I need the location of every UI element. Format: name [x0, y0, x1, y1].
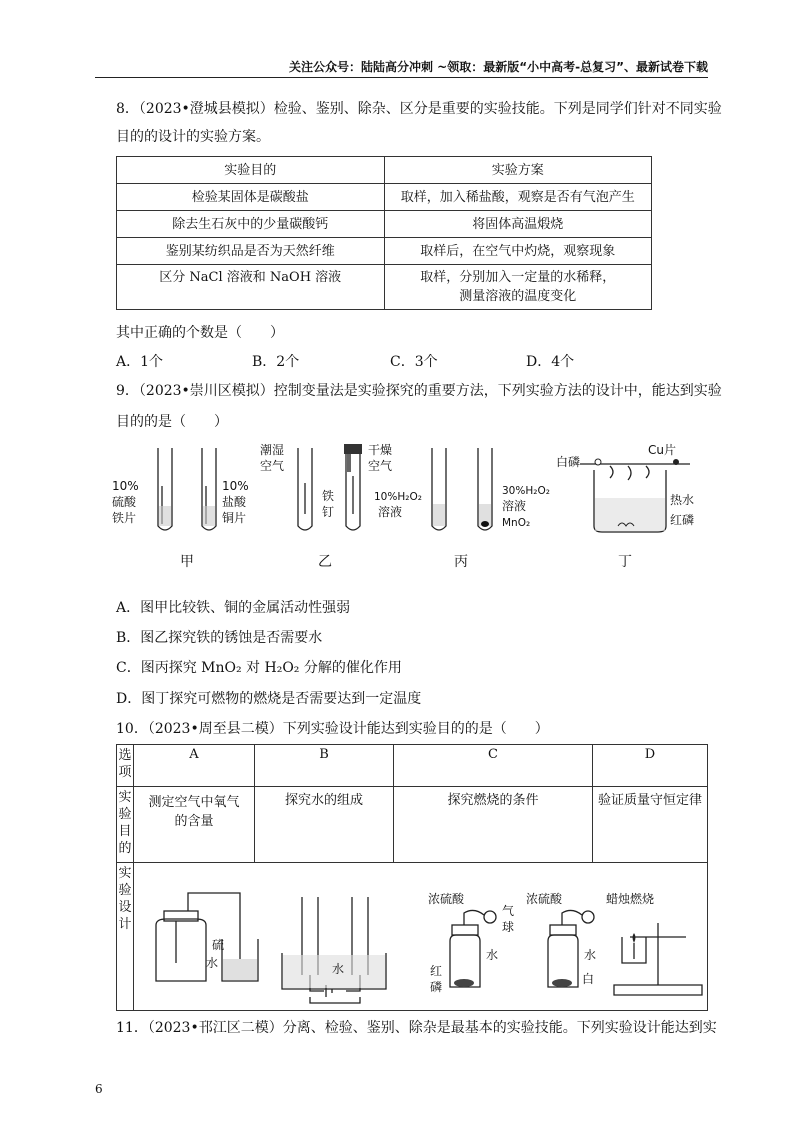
q11-stem: 11．（2023•邗江区二模）分离、检验、鉴别、除杂是最基本的实验技能。下列实验设计能达到实 [116, 1020, 717, 1036]
fig-label: 球 [502, 920, 515, 934]
table-cell: 取样，分别加入一定量的水稀释，测量溶液的温度变化 [384, 265, 652, 310]
fig-caption: 丙 [454, 554, 468, 570]
flame-icon [633, 933, 636, 943]
fig-caption: 丁 [618, 554, 632, 570]
q10-table [116, 744, 708, 1011]
fig-caption: 甲 [180, 554, 194, 570]
fig-label: MnO₂ [502, 517, 531, 529]
fig-label: 30%H₂O₂ [502, 485, 550, 497]
table-row [117, 265, 652, 310]
q8-question: 其中正确的个数是（ ） [116, 325, 284, 341]
mno2-icon [481, 521, 489, 527]
fig-label: 铁片 [112, 511, 137, 525]
table-cell: 探究水的组成 [255, 787, 394, 863]
acid-liquid [203, 506, 215, 526]
q9-option-d[interactable]: D．图丁探究可燃物的燃烧是否需要达到一定温度 [116, 691, 422, 707]
table-cell: 测定空气中氧气的含量 [134, 787, 255, 863]
page-header: 关注公众号：陆陆高分冲刺 ~领取：最新版“小中高考-总复习”、最新试卷下载 [289, 60, 708, 74]
fig-label: 10% [112, 479, 139, 493]
white-phosphorus-icon [595, 459, 601, 465]
red-phosphorus-icon [673, 459, 679, 465]
q8-stem-line2: 目的的设计的实验方案。 [116, 129, 270, 145]
option-b[interactable]: B．2个 [252, 354, 300, 370]
q10-figure [134, 863, 710, 1009]
q9-stem-line2: 目的的是（ ） [116, 414, 228, 430]
fig-caption: 乙 [318, 554, 332, 570]
fig-label: Cu片 [648, 443, 676, 457]
fig-label: 红磷 [670, 513, 695, 527]
table-row [117, 787, 708, 863]
header-rule [95, 77, 708, 78]
table-cell: 将固体高温煅烧 [384, 211, 652, 238]
fig-label: 热水 [670, 493, 695, 507]
hot-water [595, 498, 665, 531]
q9-figure [110, 438, 710, 578]
fig-label: 水 [486, 948, 499, 962]
fig-label: 空气 [260, 459, 285, 473]
fig-label: 蜡烛燃烧 [606, 892, 655, 906]
table-cell: 取样后，在空气中灼烧，观察现象 [384, 238, 652, 265]
table-cell: 鉴别某纺织品是否为天然纤维 [117, 238, 385, 265]
fig-label: 硫酸 [112, 495, 137, 509]
q8-options [116, 351, 716, 371]
fig-label: 10%H₂O₂ [374, 491, 422, 503]
col-head: A [134, 745, 255, 787]
fig-label: 溶液 [502, 499, 527, 513]
table-cell: 区分 NaCl 溶液和 NaOH 溶液 [117, 265, 385, 310]
option-d[interactable]: D．4个 [526, 354, 575, 370]
balance-icon [614, 985, 702, 995]
option-a[interactable]: A．1个 [116, 354, 164, 370]
q9-stem-line1: 9．（2023•崇川区模拟）控制变量法是实验探究的重要方法，下列实验方法的设计中，能达到实验 [116, 383, 722, 399]
fig-label: 气 [502, 904, 515, 918]
table-row [117, 157, 652, 184]
table-row [117, 745, 708, 787]
table-header-cell: 实验方案 [384, 157, 652, 184]
fig-label: 白磷 [556, 455, 581, 469]
rubber-stopper-icon [344, 444, 362, 454]
fig-label: 10% [222, 479, 249, 493]
balloon-icon [484, 911, 496, 923]
q8-table [116, 156, 652, 310]
table-cell: 验证质量守恒定律 [593, 787, 708, 863]
phosphorus-icon [454, 979, 474, 987]
fig-label: 潮湿 [260, 443, 285, 457]
q9-option-c[interactable]: C．图丙探究 MnO₂ 对 H₂O₂ 分解的催化作用 [116, 660, 402, 676]
fig-label: 干燥 [368, 443, 393, 457]
table-row [117, 211, 652, 238]
q10-stem: 10．（2023•周至县二模）下列实验设计能达到实验目的的是（ ） [116, 721, 549, 737]
fig-label: 空气 [368, 459, 393, 473]
q9-option-a[interactable]: A．图甲比较铁、铜的金属活动性强弱 [116, 600, 351, 616]
fig-label: 浓硫酸 [526, 892, 563, 906]
q9-option-b[interactable]: B．图乙探究铁的锈蚀是否需要水 [116, 630, 323, 646]
table-row [117, 863, 708, 1011]
fig-label: 水 [332, 962, 345, 976]
design-row [134, 863, 708, 1011]
table-cell: 探究燃烧的条件 [394, 787, 593, 863]
fig-label: 溶液 [378, 505, 403, 519]
row-head: 实验目的 [117, 787, 134, 863]
col-head: C [394, 745, 593, 787]
fig-label: 水 [584, 948, 597, 962]
fig-label: 水 [206, 956, 219, 970]
page-number: 6 [95, 1082, 103, 1096]
row-head: 实验设计 [117, 863, 134, 1011]
fig-label: 红 [430, 964, 443, 978]
fig-label: 白 [582, 972, 595, 986]
col-head: D [593, 745, 708, 787]
row-head: 选项 [117, 745, 134, 787]
gas-bottle-icon [156, 919, 206, 981]
fig-label: 铜片 [222, 511, 247, 525]
col-head: B [255, 745, 394, 787]
fig-label: 盐酸 [222, 495, 247, 509]
fig-label: 铁 [322, 489, 335, 503]
table-cell: 除去生石灰中的少量碳酸钙 [117, 211, 385, 238]
table-cell: 取样，加入稀盐酸，观察是否有气泡产生 [384, 184, 652, 211]
table-row [117, 238, 652, 265]
table-header-cell: 实验目的 [117, 157, 385, 184]
fig-label: 磷 [430, 980, 443, 994]
fig-label: 钉 [322, 505, 335, 519]
fig-label: 硫 [212, 938, 225, 952]
acid-liquid [159, 506, 171, 526]
table-row [117, 184, 652, 211]
q8-stem-line1: 8．（2023•澄城县模拟）检验、鉴别、除杂、区分是重要的实验技能。下列是同学们针对不同实验 [116, 101, 722, 117]
table-cell: 检验某固体是碳酸盐 [117, 184, 385, 211]
fig-label: 浓硫酸 [428, 892, 465, 906]
balloon-icon [582, 911, 594, 923]
option-c[interactable]: C．3个 [390, 354, 438, 370]
phosphorus-icon [552, 979, 572, 987]
